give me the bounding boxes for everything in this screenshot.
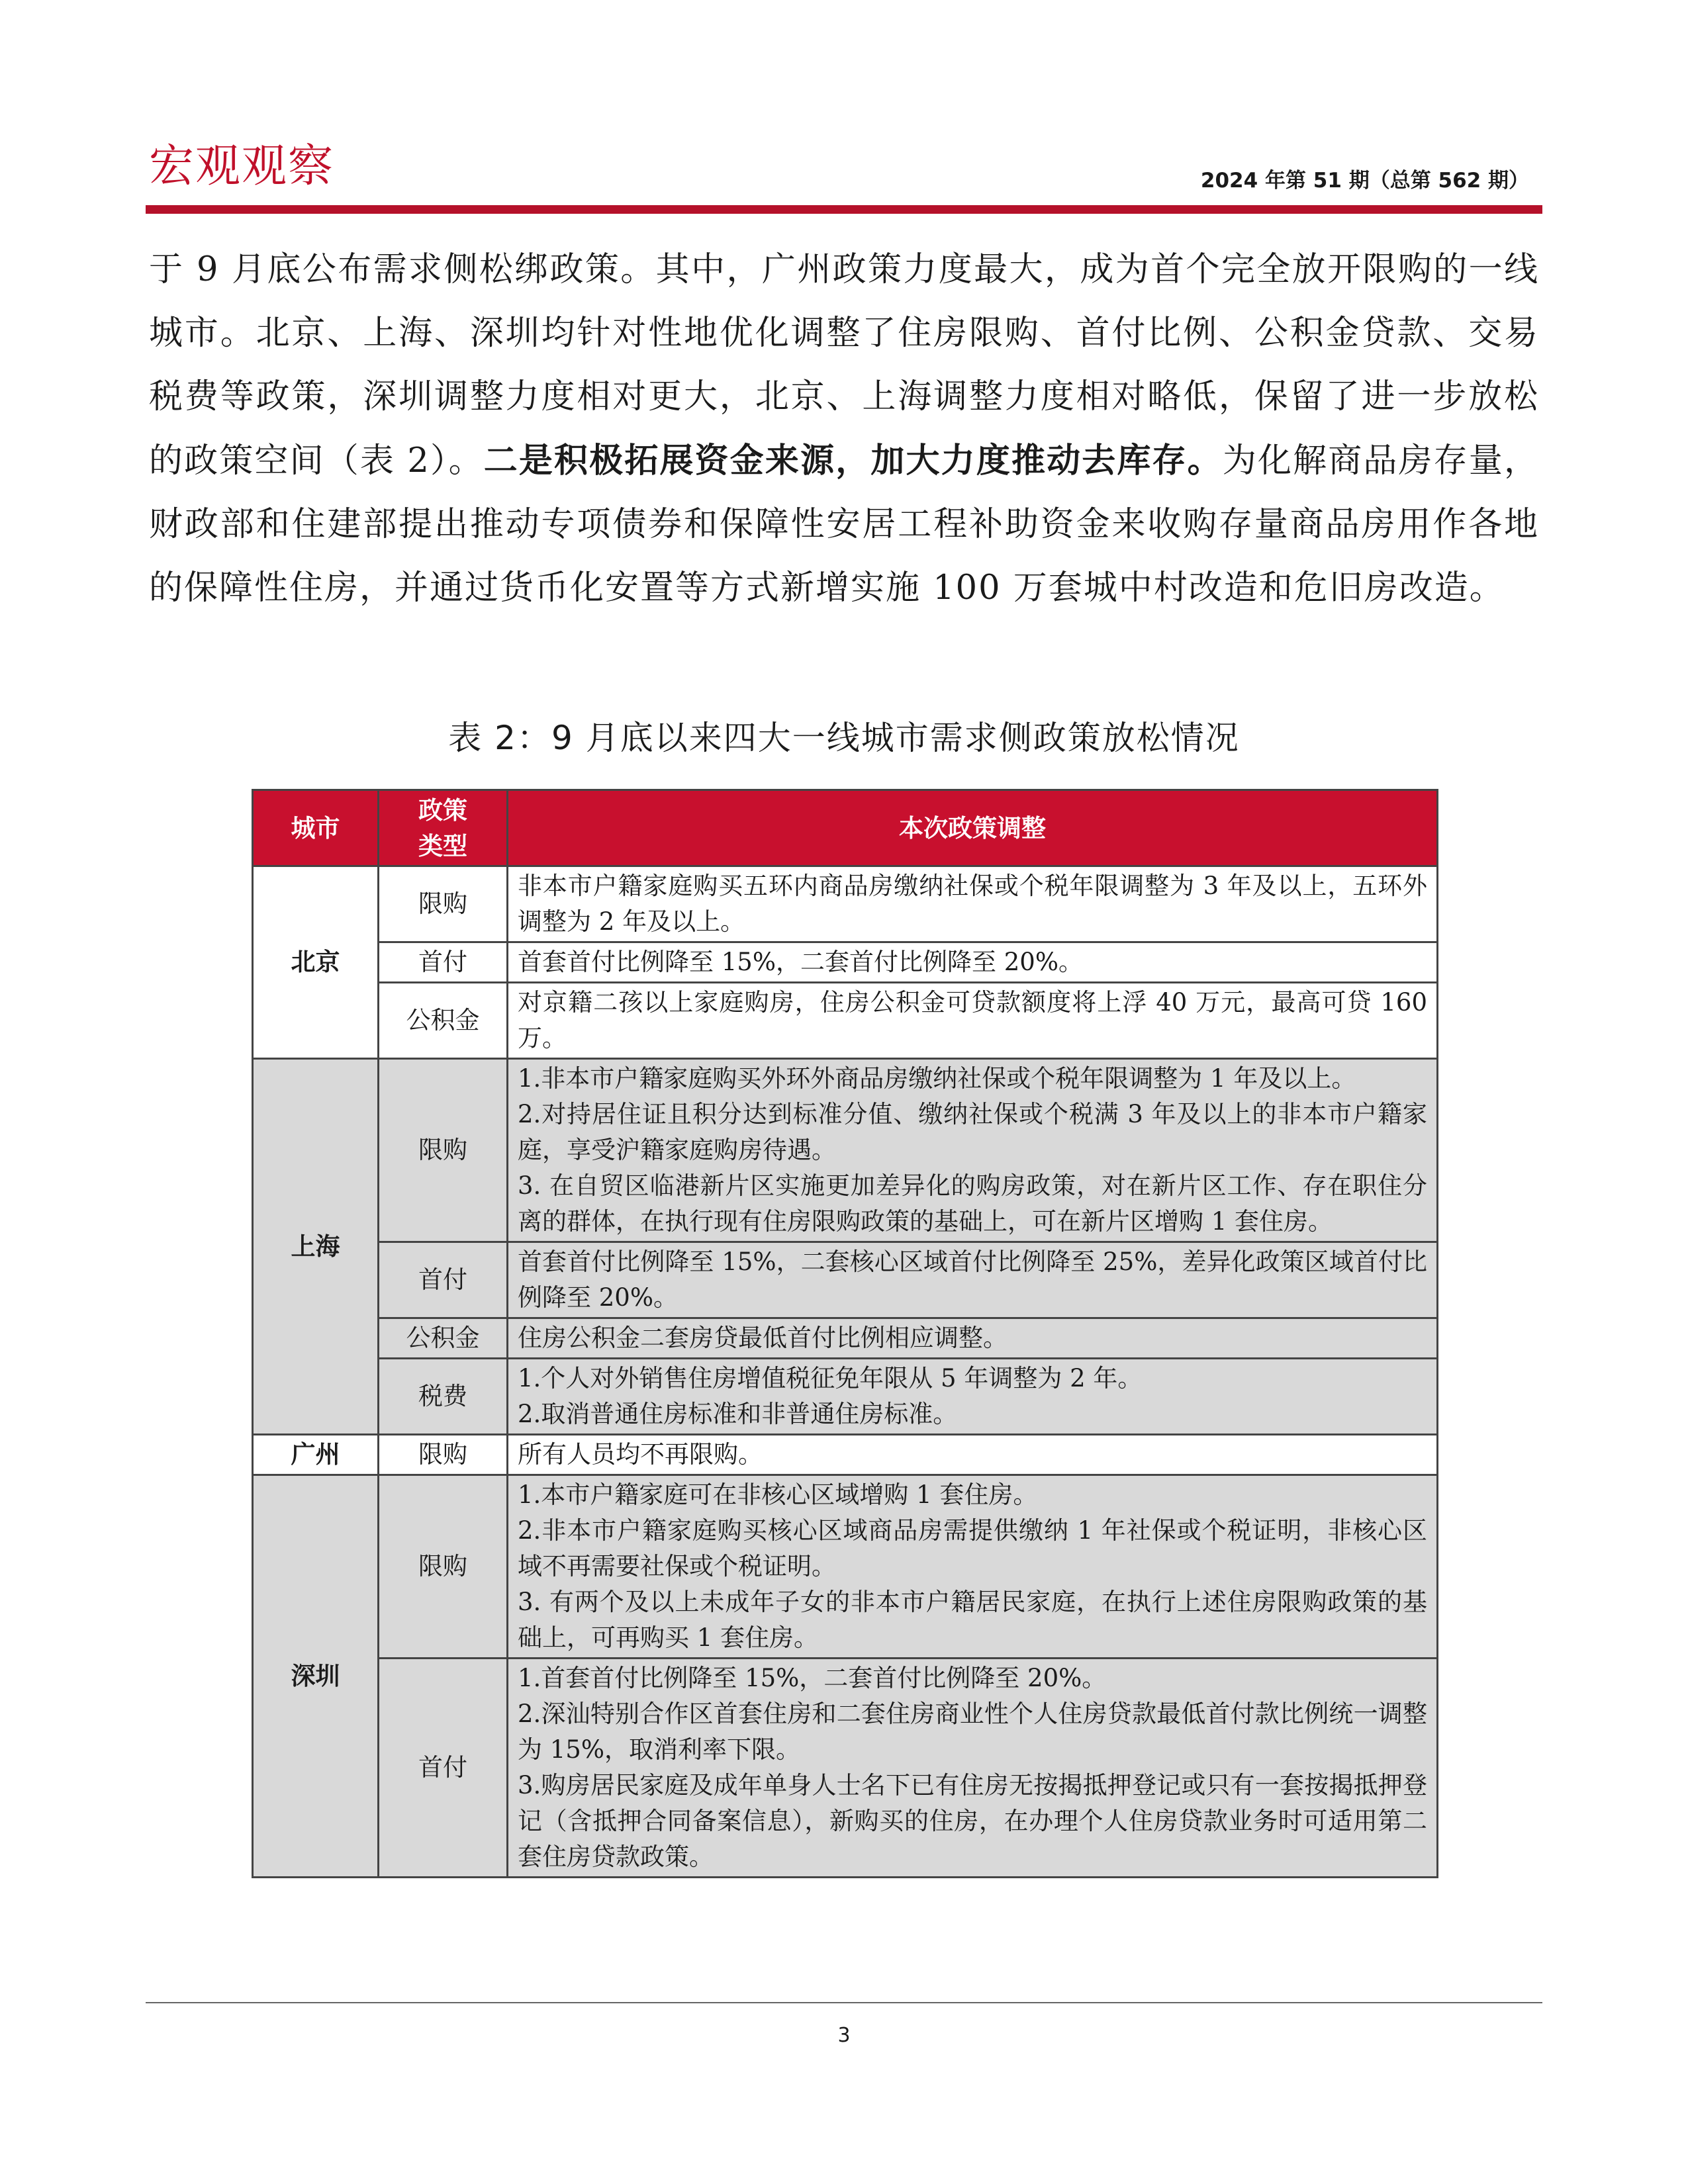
policy-content-cell: 首套首付比例降至 15%，二套核心区域首付比例降至 25%，差异化政策区域首付比例降至 20%。: [508, 1242, 1438, 1318]
body-text-1: 于 9 月底公布需求侧松绑政策。其中，广州政策力度最大，成为首个完全放开限购的一线城市。北京、上海、深圳均针对性地优化调整了住房限购、首付比例、公积金贷款、交易税费等政策，深圳调整力度相对更大，北京、上海调整力度相对略低，保留了进一步放松的政策空间（表 2）。: [149, 250, 1539, 480]
policy-type-cell: 限购: [379, 1475, 508, 1659]
city-cell-guangzhou: 广州: [253, 1435, 379, 1475]
table-row: [253, 1242, 1438, 1318]
policy-item: 3.购房居民家庭及成年单身人士名下已有住房无按揭抵押登记或只有一套按揭抵押登记（含抵押合同备案信息），新购买的住房，在办理个人住房贷款业务时可适用第二套住房贷款政策。: [518, 1771, 1427, 1871]
policy-type-cell: 限购: [379, 1435, 508, 1475]
table-row: [253, 1435, 1438, 1475]
city-cell-shenzhen: 深圳: [253, 1475, 379, 1878]
policy-item: 3. 在自贸区临港新片区实施更加差异化的购房政策，对在新片区工作、存在职住分离的群体，在执行现有住房限购政策的基础上，可在新片区增购 1 套住房。: [518, 1171, 1427, 1236]
policy-item: 1.本市户籍家庭可在非核心区域增购 1 套住房。: [518, 1480, 1038, 1509]
city-cell-shanghai: 上海: [253, 1059, 379, 1435]
policy-content-cell: [508, 1659, 1438, 1878]
table-row: [253, 1475, 1438, 1659]
policy-item: 3. 有两个及以上未成年子女的非本市户籍居民家庭，在执行上述住房限购政策的基础上，可再购买 1 套住房。: [518, 1588, 1427, 1652]
header-adjustment: 本次政策调整: [508, 790, 1438, 866]
page-number: 3: [837, 2024, 851, 2047]
policy-type-cell: 限购: [379, 1059, 508, 1242]
policy-item: 2.对持居住证且积分达到标准分值、缴纳社保或个税满 3 年及以上的非本市户籍家庭，享受沪籍家庭购房待遇。: [518, 1100, 1427, 1164]
table-row: [253, 942, 1438, 983]
policy-item: 2.取消普通住房标准和非普通住房标准。: [518, 1400, 958, 1428]
city-cell-beijing: 北京: [253, 866, 379, 1059]
body-text-2: 为化解商品房存量，财政部和住建部提出推动专项债券和保障性安居工程补助资金来收购存量商品房用作各地的保障性住房，并通过货币化安置等方式新增实施 100 万套城中村改造和危旧房改造。: [149, 441, 1539, 608]
table-row: [253, 1359, 1438, 1435]
policy-type-cell: 首付: [379, 1659, 508, 1878]
header-policy-type: [379, 790, 508, 866]
policy-content-cell: 对京籍二孩以上家庭购房，住房公积金可贷款额度将上浮 40 万元，最高可贷 160 万。: [508, 983, 1438, 1059]
policy-item: 2.非本市户籍家庭购买核心区域商品房需提供缴纳 1 年社保或个税证明，非核心区域不再需要社保或个税证明。: [518, 1516, 1427, 1580]
header-divider: [146, 205, 1542, 214]
policy-item: 2.深汕特别合作区首套住房和二套住房商业性个人住房贷款最低首付款比例统一调整为 15%，取消利率下限。: [518, 1700, 1427, 1764]
table-row: [253, 983, 1438, 1059]
table-row: [253, 866, 1438, 942]
policy-type-cell: 公积金: [379, 1318, 508, 1359]
policy-table: [252, 789, 1438, 1878]
table-caption: 表 2：9 月底以来四大一线城市需求侧政策放松情况: [448, 719, 1240, 757]
report-title: 宏观观察: [149, 140, 335, 193]
policy-content-cell: [508, 1059, 1438, 1242]
policy-content-cell: [508, 1475, 1438, 1659]
issue-number: 2024 年第 51 期（总第 562 期）: [1200, 169, 1529, 193]
policy-content-cell: 非本市户籍家庭购买五环内商品房缴纳社保或个税年限调整为 3 年及以上，五环外调整为 2 年及以上。: [508, 866, 1438, 942]
policy-type-cell: 公积金: [379, 983, 508, 1059]
policy-type-cell: 税费: [379, 1359, 508, 1435]
policy-item: 1.首套首付比例降至 15%，二套首付比例降至 20%。: [518, 1664, 1107, 1692]
policy-content-cell: [508, 1359, 1438, 1435]
body-paragraph: [149, 238, 1539, 620]
footer-divider: [146, 2002, 1542, 2003]
policy-content-cell: 首套首付比例降至 15%，二套首付比例降至 20%。: [508, 942, 1438, 983]
table-row: [253, 1659, 1438, 1878]
policy-type-cell: 限购: [379, 866, 508, 942]
header-type-line-2: 类型: [418, 831, 467, 860]
header-city: 城市: [253, 790, 379, 866]
table-row: [253, 1059, 1438, 1242]
table-header-row: [253, 790, 1438, 866]
policy-content-cell: 住房公积金二套房贷最低首付比例相应调整。: [508, 1318, 1438, 1359]
policy-item: 1.非本市户籍家庭购买外环外商品房缴纳社保或个税年限调整为 1 年及以上。: [518, 1064, 1356, 1093]
table-row: [253, 1318, 1438, 1359]
policy-type-cell: 首付: [379, 1242, 508, 1318]
policy-type-cell: 首付: [379, 942, 508, 983]
body-text-bold: 二是积极拓展资金来源，加大力度推动去库存。: [483, 441, 1223, 480]
policy-item: 1.个人对外销售住房增值税征免年限从 5 年调整为 2 年。: [518, 1364, 1143, 1392]
header-type-line-1: 政策: [418, 796, 467, 825]
policy-content-cell: 所有人员均不再限购。: [508, 1435, 1438, 1475]
